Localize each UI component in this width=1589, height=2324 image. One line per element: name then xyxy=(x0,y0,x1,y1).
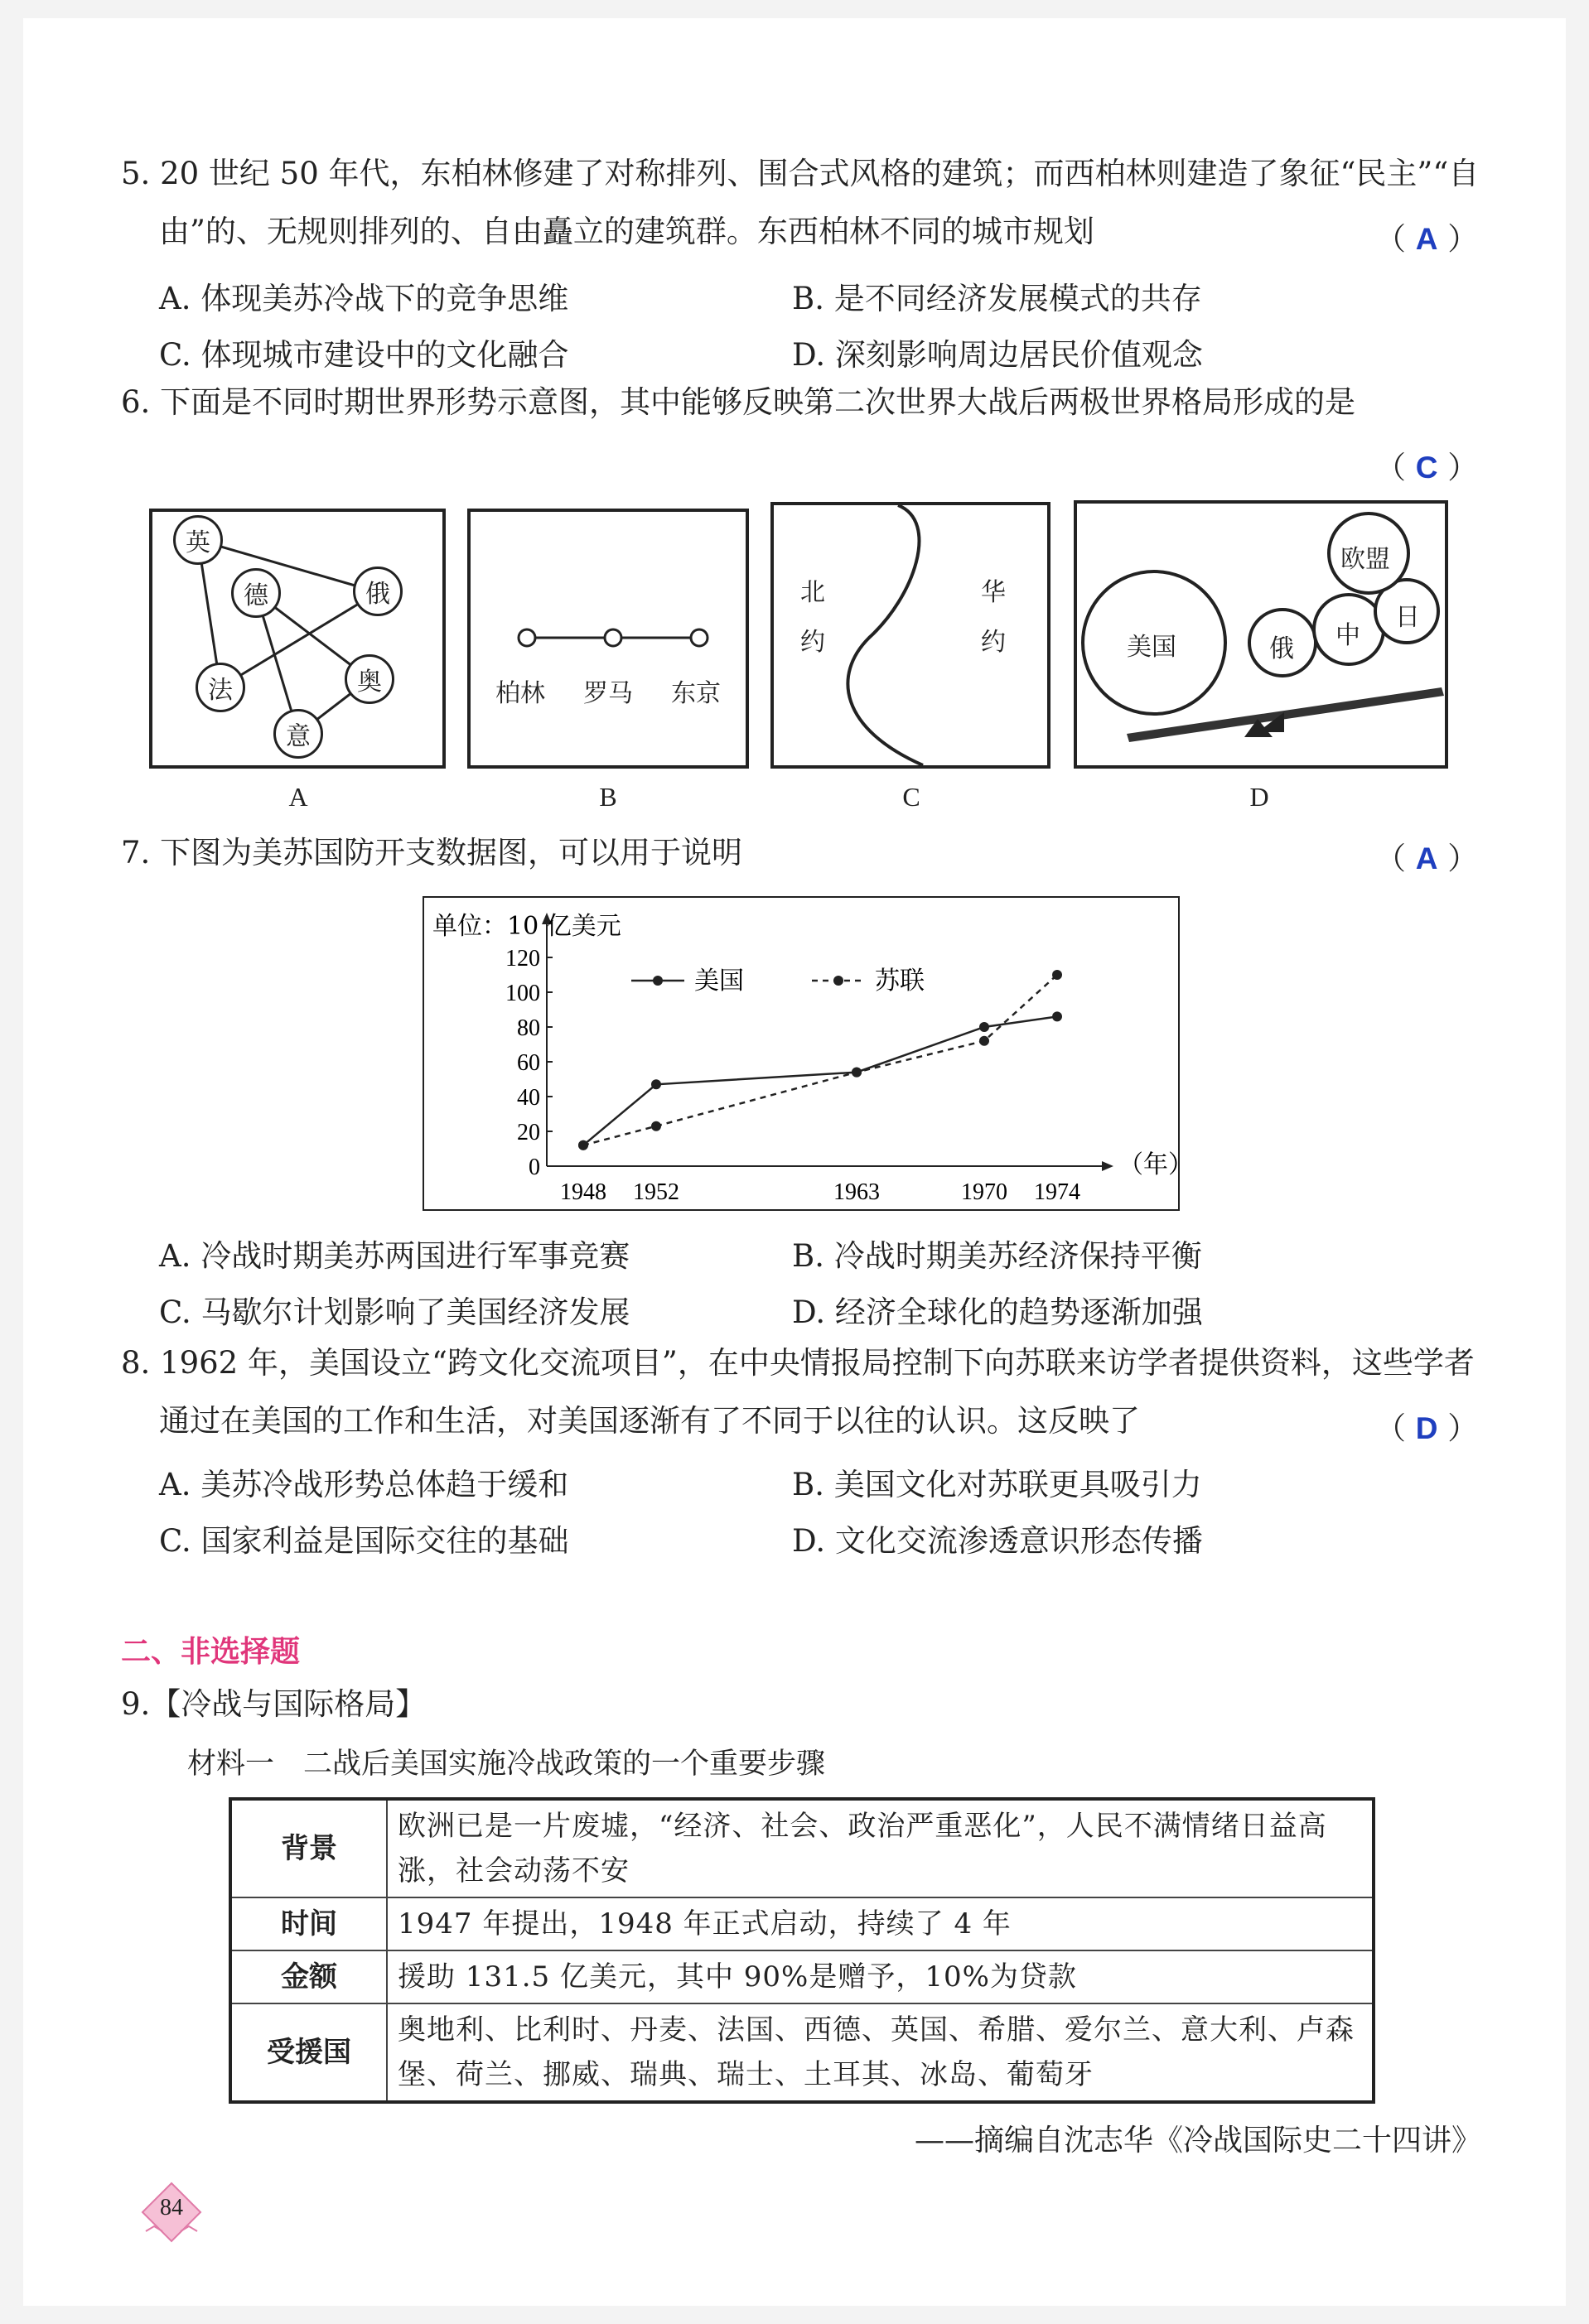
figure-c-right-1: 华 xyxy=(981,578,1006,607)
figure-a-node-russia: 俄 xyxy=(353,567,403,616)
chart-unit-label: 单位：10 亿美元 xyxy=(432,912,621,941)
figure-c-left-2: 约 xyxy=(800,628,825,657)
q5-answer: （ A ） xyxy=(1375,221,1479,257)
q7-option-a: A. 冷战时期美苏两国进行军事竞赛 xyxy=(159,1238,630,1274)
y-tick-label: 40 xyxy=(517,1085,540,1111)
q8-option-a: A. 美苏冷战形势总体趋于缓和 xyxy=(159,1467,569,1502)
q5-option-d: D. 深刻影响周边居民价值观念 xyxy=(792,337,1203,373)
q6-figure-d xyxy=(1074,500,1448,769)
q8-answer-letter: D xyxy=(1415,1411,1438,1445)
data-point-ussr xyxy=(979,1036,989,1046)
figure-d-label-eu: 欧盟 xyxy=(1340,545,1390,574)
figure-b-label-berlin: 柏林 xyxy=(495,679,545,708)
q5-line1: 5. 20 世纪 50 年代，东柏林修建了对称排列、围合式风格的建筑；而西柏林则建造了象征“民主”“自 xyxy=(121,156,1480,191)
data-point-ussr xyxy=(852,1068,862,1078)
q9-material-title: 材料一 二战后美国实施冷战政策的一个重要步骤 xyxy=(187,1748,826,1781)
q7-option-d: D. 经济全球化的趋势逐渐加强 xyxy=(792,1295,1203,1330)
x-tick-label: 1963 xyxy=(833,1179,880,1205)
q5-line2: 由”的、无规则排列的、自由矗立的建筑群。东西柏林不同的城市规划 xyxy=(159,214,1094,249)
q6-figure-a xyxy=(149,509,446,769)
table-cell-background: 欧洲已是一片废墟，“经济、社会、政治严重恶化”，人民不满情绪日益高涨，社会动荡不安 xyxy=(387,1799,1374,1897)
q8-answer: （ D ） xyxy=(1375,1410,1479,1446)
data-point-usa xyxy=(979,1022,989,1032)
data-point-usa xyxy=(1052,1011,1062,1021)
y-tick-label: 80 xyxy=(517,1015,540,1041)
figure-c-left-1: 北 xyxy=(800,578,825,607)
legend-marker-ussr xyxy=(833,976,843,986)
table-cell-amount: 援助 131.5 亿美元，其中 90%是赠予，10%为贷款 xyxy=(387,1950,1374,2003)
table-row xyxy=(230,1897,1374,1950)
figure-b-label-rome: 罗马 xyxy=(583,679,633,708)
figure-d-label-russia: 俄 xyxy=(1269,634,1294,663)
q6-figure-b xyxy=(467,509,749,769)
table-cell-time: 1947 年提出，1948 年正式启动，持续了 4 年 xyxy=(387,1897,1374,1950)
q8-line1: 8. 1962 年，美国设立“跨文化交流项目”，在中央情报局控制下向苏联来访学者提供资料，这些学者 xyxy=(121,1345,1475,1381)
q5-answer-letter: A xyxy=(1415,222,1438,256)
table-head-time: 时间 xyxy=(230,1897,387,1950)
figure-b-axis-line xyxy=(471,512,746,765)
figure-d-label-usa: 美国 xyxy=(1127,633,1176,662)
q6-line1: 6. 下面是不同时期世界形势示意图，其中能够反映第二次世界大战后两极世界格局形成的是 xyxy=(121,384,1356,420)
table-head-recipients: 受援国 xyxy=(230,2003,387,2102)
data-point-usa xyxy=(651,1079,661,1089)
x-tick-label: 1970 xyxy=(961,1179,1007,1205)
figure-d-label-japan: 日 xyxy=(1395,603,1420,632)
data-point-ussr xyxy=(578,1140,588,1150)
legend-marker-usa xyxy=(653,976,663,986)
q6-answer-letter: C xyxy=(1415,451,1438,485)
q6-answer: （ C ） xyxy=(1375,450,1479,485)
figure-a-node-uk: 英 xyxy=(173,515,223,565)
table-head-amount: 金额 xyxy=(230,1950,387,2003)
table-row xyxy=(230,1799,1374,1897)
figure-b-label-tokyo: 东京 xyxy=(671,679,721,708)
x-tick-label: 1952 xyxy=(633,1179,679,1205)
figure-d-label-china: 中 xyxy=(1335,621,1360,650)
x-axis-arrow xyxy=(1102,1161,1113,1171)
defense-spending-chart xyxy=(424,898,1193,1209)
figure-c-caption: C xyxy=(902,782,920,812)
legend-label-ussr: 苏联 xyxy=(875,967,925,996)
figure-b-caption: B xyxy=(599,782,617,812)
table-row xyxy=(230,2003,1374,2102)
data-point-ussr xyxy=(651,1121,661,1131)
page-number: 84 xyxy=(160,2195,183,2220)
q7-answer: （ A ） xyxy=(1375,841,1479,876)
q5-option-b: B. 是不同经济发展模式的共存 xyxy=(792,281,1202,316)
q9-source: ——摘编自沈志华《冷战国际史二十四讲》 xyxy=(914,2124,1481,2158)
q9-title: 9.【冷战与国际格局】 xyxy=(121,1686,427,1722)
figure-d-caption: D xyxy=(1249,782,1269,812)
figure-a-node-france: 法 xyxy=(196,663,245,712)
q8-line2: 通过在美国的工作和生活，对美国逐渐有了不同于以往的认识。这反映了 xyxy=(159,1403,1140,1439)
q7-answer-letter: A xyxy=(1415,841,1438,875)
figure-a-node-germany: 德 xyxy=(231,568,281,618)
y-tick-label: 20 xyxy=(517,1120,540,1145)
figure-c-right-2: 约 xyxy=(981,628,1006,657)
x-tick-label: 1948 xyxy=(560,1179,606,1205)
legend-label-usa: 美国 xyxy=(694,967,744,996)
y-tick-label: 0 xyxy=(529,1155,540,1180)
data-point-ussr xyxy=(1052,970,1062,980)
figure-a-caption: A xyxy=(288,782,308,812)
q7-option-c: C. 马歇尔计划影响了美国经济发展 xyxy=(159,1295,630,1330)
table-cell-recipients: 奥地利、比利时、丹麦、法国、西德、英国、希腊、爱尔兰、意大利、卢森堡、荷兰、挪威、瑞典、瑞士、土耳其、冰岛、葡萄牙 xyxy=(387,2003,1374,2102)
figure-a-node-italy: 意 xyxy=(273,709,323,759)
section-title: 二、非选择题 xyxy=(121,1635,301,1669)
q7-option-b: B. 冷战时期美苏经济保持平衡 xyxy=(792,1238,1202,1274)
x-tick-label: 1974 xyxy=(1034,1179,1080,1205)
q6-figure-c xyxy=(770,502,1050,769)
q8-option-d: D. 文化交流渗透意识形态传播 xyxy=(792,1523,1203,1559)
figure-a-node-austria: 奥 xyxy=(345,654,394,704)
q7-line1: 7. 下图为美苏国防开支数据图，可以用于说明 xyxy=(121,835,743,870)
q5-option-c: C. 体现城市建设中的文化融合 xyxy=(159,337,569,373)
y-tick-label: 120 xyxy=(505,946,540,972)
q8-option-b: B. 美国文化对苏联更具吸引力 xyxy=(792,1467,1202,1502)
table-row xyxy=(230,1950,1374,2003)
series-line-ussr xyxy=(583,975,1057,1145)
marshall-plan-table xyxy=(229,1797,1375,2104)
y-tick-label: 60 xyxy=(517,1050,540,1076)
y-tick-label: 100 xyxy=(505,981,540,1006)
table-head-background: 背景 xyxy=(230,1799,387,1897)
q5-option-a: A. 体现美苏冷战下的竞争思维 xyxy=(159,281,569,316)
q7-chart-frame xyxy=(423,896,1193,1211)
x-axis-label: （年） xyxy=(1118,1150,1193,1179)
q8-option-c: C. 国家利益是国际交往的基础 xyxy=(159,1523,569,1559)
